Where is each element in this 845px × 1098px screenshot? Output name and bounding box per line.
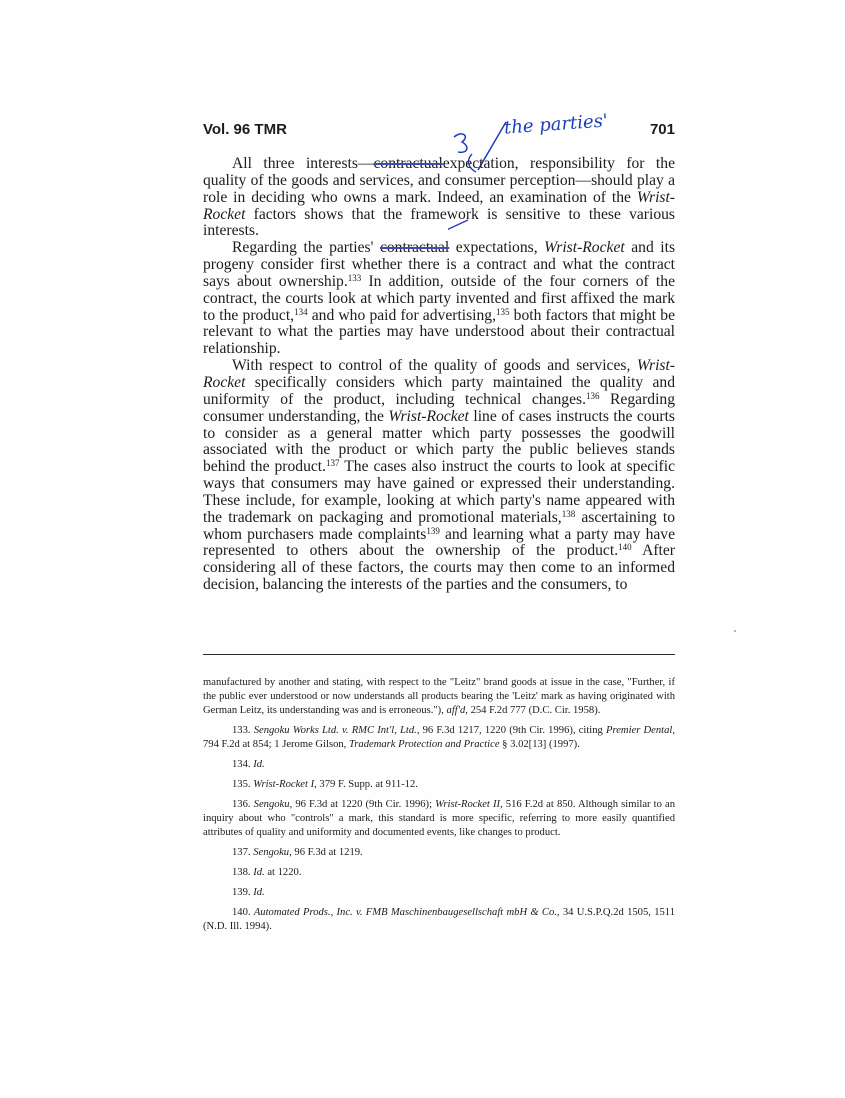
- footnote-136: 136. Sengoku, 96 F.3d at 1220 (9th Cir. 1996); Wrist-Rocket II, 516 F.2d at 850. Although similar to an inquiry about who "controls" a mark, this standard is more specific, referring to more easily quantified attributes of quality and uniformity and documented events, like changes to product.: [203, 799, 676, 838]
- footnote-137: 137. Sengoku, 96 F.3d at 1219.: [232, 847, 363, 858]
- footnote-ref: 139: [426, 525, 440, 536]
- footnote-divider: [203, 654, 675, 655]
- handwritten-annotation: the parties': [503, 110, 609, 139]
- footnote-ref: 134: [294, 306, 308, 317]
- footnote-139: 139. Id.: [232, 887, 265, 898]
- scan-speck: [734, 630, 736, 632]
- struck-word: contractual: [379, 239, 450, 257]
- footnote-ref: 138: [561, 508, 576, 519]
- footnote-continuation: manufactured by another and stating, with respect to the "Leitz" brand goods at issue in the case, "Further, if the public ever understood or now understands all products bearing the 'Leitz' mark as having originated with German Leitz, its understanding was and is erroneous."), aff'd, 254 F.2d 777 (D.C. Cir. 1958).: [203, 677, 675, 716]
- footnote-140: 140. Automated Prods., Inc. v. FMB Maschinenbaugesellschaft mbH & Co., 34 U.S.P.Q.2d 1505, 1511 (N.D. Ill. 1994).: [203, 907, 675, 932]
- footnote-134: 134. Id.: [232, 759, 265, 770]
- footnote-ref: 136: [585, 390, 600, 401]
- page-number: 701: [649, 121, 675, 138]
- main-text: [203, 156, 675, 594]
- footnote-138: 138. Id. at 1220.: [232, 867, 302, 878]
- footnote-135: 135. Wrist-Rocket I, 379 F. Supp. at 911-12.: [232, 779, 418, 790]
- struck-word: contractual: [373, 155, 443, 172]
- journal-volume: Vol. 96 TMR: [203, 121, 287, 138]
- footnote-133: 133. Sengoku Works Ltd. v. RMC Int'l, Ltd., 96 F.3d 1217, 1220 (9th Cir. 1996), citing Premier Dental, 794 F.2d at 854; 1 Jerome Gilson, Trademark Protection and Practice § 3.02[13] (1997).: [203, 725, 675, 750]
- footnote-ref: 133: [347, 272, 362, 283]
- footnote-ref: 137: [326, 458, 340, 469]
- footnote-ref: 140: [618, 542, 632, 553]
- footnotes: [203, 676, 675, 940]
- paragraph-1: All three interests—contractualexpectation, responsibility for the quality of the goods and services, and consumer perception—should play a role in deciding who owns a mark. Indeed, an examination of the Wrist-Rocket factors shows that the framework is sensitive to these various interests.: [203, 155, 675, 240]
- footnote-ref: 135: [496, 306, 510, 317]
- paragraph-3: With respect to control of the quality of goods and services, Wrist-Rocket specifically considers which party maintained the quality and uniformity of the product, including technical changes.$^{136}$ Regarding consumer understanding, the Wrist-Rocket line of cases instructs the courts to consider as a general matter which party possesses the goodwill associated with the product or which party the public believes stands behind the product.$^{137}$ The cases also instruct the courts to look at specific ways that consumers may have gained or expressed their understanding. These include, for example, looking at which party's name appeared with the trademark on packaging and promotional materials,$^{138}$ ascertaining to whom purchasers made complaints$^{139}$ and learning what a party may have represented to others about the ownership of the product.$^{140}$ After considering all of these factors, the courts may then come to an informed decision, balancing the interests of the parties and the consumers, to: [203, 357, 676, 594]
- paragraph-2: Regarding the parties' contractual expectations, Wrist-Rocket and its progeny consider first whether there is a contract and what the contract says about ownership.$^{133}$ In addition, outside of the four corners of the contract, the courts look at which party invented and first affixed the mark to the product,$^{134}$ and who paid for advertising,$^{135}$ both factors that might be relevant to what the parties may have understood about their contractual relationship.: [203, 239, 676, 358]
